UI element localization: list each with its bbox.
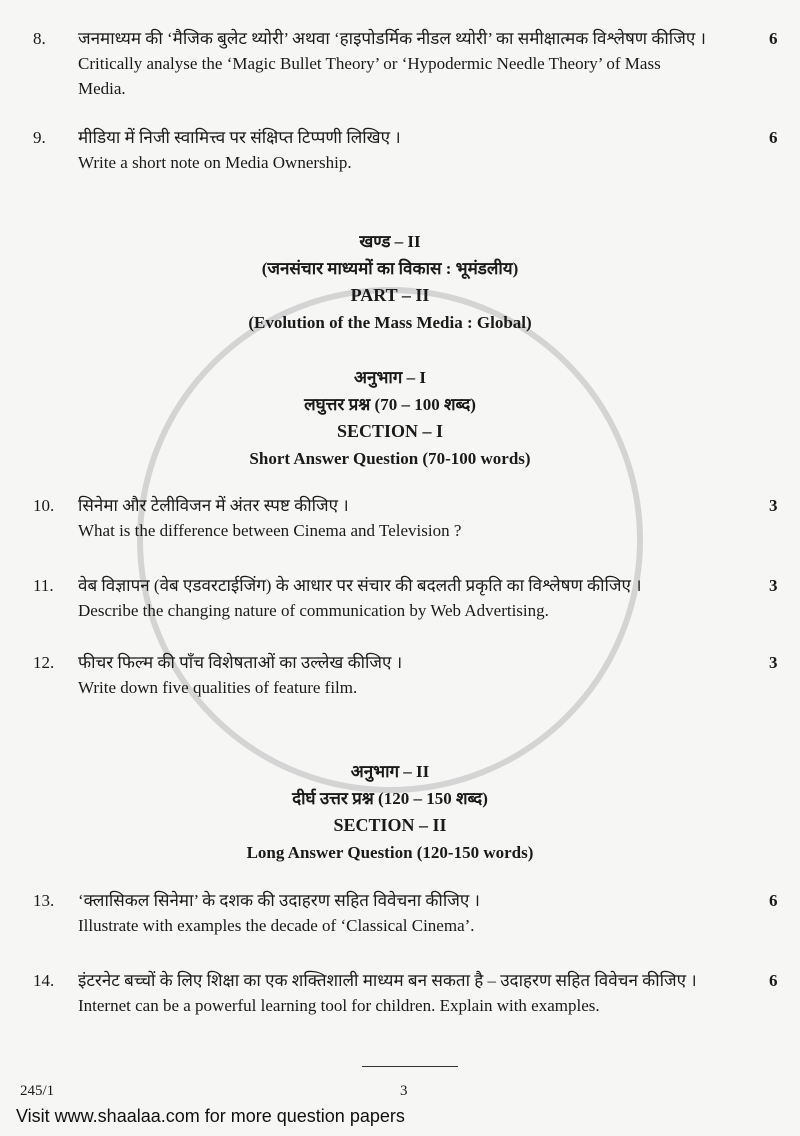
section1-heading [0, 364, 780, 472]
question-marks: 6 [769, 29, 778, 48]
question-hindi: ‘क्लासिकल सिनेमा’ के दशक की उदाहरण सहित विवेचना कीजिए । [78, 891, 480, 910]
paper-code: 245/1 [20, 1083, 55, 1099]
question-hindi: जनमाध्यम की ‘मैजिक बुलेट थ्योरी’ अथवा ‘हाइपोडर्मिक नीडल थ्योरी’ का समीक्षात्मक विश्लेषण कीजिए । [78, 29, 706, 48]
page-number: 3 [400, 1083, 408, 1099]
question-number: 14. [33, 971, 55, 990]
section2-hindi-label: अनुभाग – II [350, 762, 430, 781]
part-title: (Evolution of the Mass Media : Global) [248, 313, 532, 332]
question-number: 12. [33, 653, 55, 672]
section2-label: SECTION – II [333, 815, 447, 835]
question-number: 9. [33, 128, 46, 147]
question-hindi: वेब विज्ञापन (वेब एडवरटाईजिंग) के आधार पर संचार की बदलती प्रकृति का विश्लेषण कीजिए । [78, 576, 642, 595]
question-hindi: सिनेमा और टेलीविजन में अंतर स्पष्ट कीजिए । [78, 496, 349, 515]
section2-heading [0, 758, 780, 866]
part-heading [0, 228, 780, 336]
question-english: Media. [78, 79, 126, 98]
section1-title: Short Answer Question (70-100 words) [249, 449, 531, 468]
question-hindi: फीचर फिल्म की पाँच विशेषताओं का उल्लेख कीजिए । [78, 653, 403, 672]
section1-hindi-label: अनुभाग – I [354, 368, 426, 387]
question-13 [33, 888, 800, 938]
question-8 [33, 26, 800, 101]
question-english: Illustrate with examples the decade of ‘Classical Cinema’. [78, 916, 475, 935]
section2-hindi-title: दीर्घ उत्तर प्रश्न (120 – 150 शब्द) [292, 789, 488, 808]
question-number: 10. [33, 496, 55, 515]
question-english: Write a short note on Media Ownership. [78, 153, 352, 172]
question-marks: 3 [769, 576, 778, 595]
question-marks: 3 [769, 496, 778, 515]
question-number: 13. [33, 891, 55, 910]
question-10 [33, 493, 800, 543]
end-rule [362, 1066, 458, 1067]
question-english: What is the difference between Cinema and Television ? [78, 521, 462, 540]
question-marks: 3 [769, 653, 778, 672]
section1-hindi-title: लघुत्तर प्रश्न (70 – 100 शब्द) [304, 395, 476, 414]
question-marks: 6 [769, 891, 778, 910]
section2-title: Long Answer Question (120-150 words) [246, 843, 534, 862]
question-hindi: मीडिया में निजी स्वामित्त्व पर संक्षिप्त टिप्पणी लिखिए । [78, 128, 401, 147]
question-number: 8. [33, 29, 46, 48]
question-marks: 6 [769, 971, 778, 990]
part-hindi-label: खण्ड – II [359, 232, 421, 251]
question-english: Write down five qualities of feature film. [78, 678, 358, 697]
question-number: 11. [33, 576, 54, 595]
question-12 [33, 650, 800, 700]
part-label: PART – II [350, 285, 430, 305]
visit-link[interactable]: Visit www.shaalaa.com for more question papers [16, 1106, 405, 1126]
question-english: Internet can be a powerful learning tool for children. Explain with examples. [78, 996, 600, 1015]
section1-label: SECTION – I [336, 421, 444, 441]
footer [0, 1081, 800, 1101]
question-11 [33, 573, 800, 623]
question-hindi: इंटरनेट बच्चों के लिए शिक्षा का एक शक्तिशाली माध्यम बन सकता है – उदाहरण सहित विवेचन कीजिए । [78, 971, 697, 990]
question-14 [33, 968, 800, 1018]
question-marks: 6 [769, 128, 778, 147]
question-english: Describe the changing nature of communication by Web Advertising. [78, 601, 549, 620]
part-hindi-title: (जनसंचार माध्यमों का विकास : भूमंडलीय) [261, 259, 519, 278]
question-english: Critically analyse the ‘Magic Bullet Theory’ or ‘Hypodermic Needle Theory’ of Mass [78, 54, 661, 73]
question-9 [33, 125, 800, 175]
